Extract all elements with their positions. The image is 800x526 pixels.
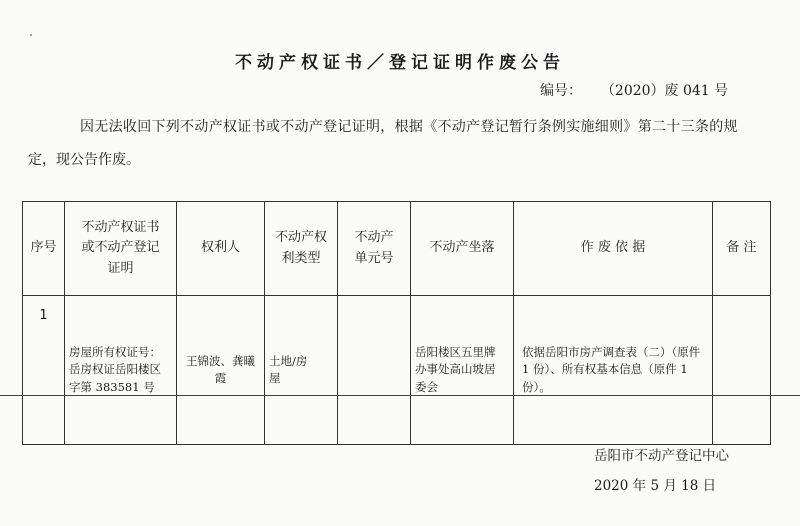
- header-seq: 序号: [23, 202, 65, 296]
- header-remark: 备 注: [713, 202, 771, 296]
- serial-value: （2020）废 041 号: [600, 83, 729, 99]
- cell-seq-container: [23, 296, 65, 445]
- cell-seq: 1: [39, 308, 48, 323]
- header-holder: 权利人: [177, 202, 265, 296]
- void-certificate-table: [22, 201, 771, 445]
- margin-dot: [30, 34, 32, 36]
- serial-number: [540, 80, 728, 100]
- table-header-row: [23, 202, 771, 296]
- page-title: 不动产权证书／登记证明作废公告: [235, 53, 565, 73]
- cell-unit-no: [338, 296, 411, 445]
- intro-paragraph-line2: 定，现公告作废。: [28, 152, 140, 168]
- cell-certificate: 房屋所有权证号：岳房权证岳阳楼区字第 383581 号: [65, 296, 177, 445]
- issuer-name: 岳阳市不动产登记中心: [594, 448, 729, 464]
- scan-fold-line: [0, 395, 800, 396]
- cell-location: 岳阳楼区五里牌办事处高山坡居委会: [411, 296, 514, 445]
- serial-label: 编号：: [540, 83, 582, 99]
- header-basis: 作 废 依 据: [514, 202, 713, 296]
- cell-remark: [713, 296, 771, 445]
- header-location: 不动产坐落: [411, 202, 514, 296]
- table-row: [23, 296, 771, 445]
- issue-date: 2020 年 5 月 18 日: [594, 478, 717, 494]
- cell-right-type: 土地/房屋: [265, 296, 338, 445]
- cell-holder: 王锦波、龚曦霞: [177, 296, 265, 445]
- header-unit-no: 不动产单元号: [338, 202, 411, 296]
- cell-basis: 依据岳阳市房产调查表（二）（原件 1 份）、所有权基本信息（原件 1 份）。: [514, 296, 713, 445]
- header-certificate: 不动产权证书或不动产登记证明: [65, 202, 177, 296]
- header-right-type: 不动产权利类型: [265, 202, 338, 296]
- intro-paragraph-line1: 因无法收回下列不动产权证书或不动产登记证明，根据《不动产登记暂行条例实施细则》第二十三条的规: [80, 119, 738, 135]
